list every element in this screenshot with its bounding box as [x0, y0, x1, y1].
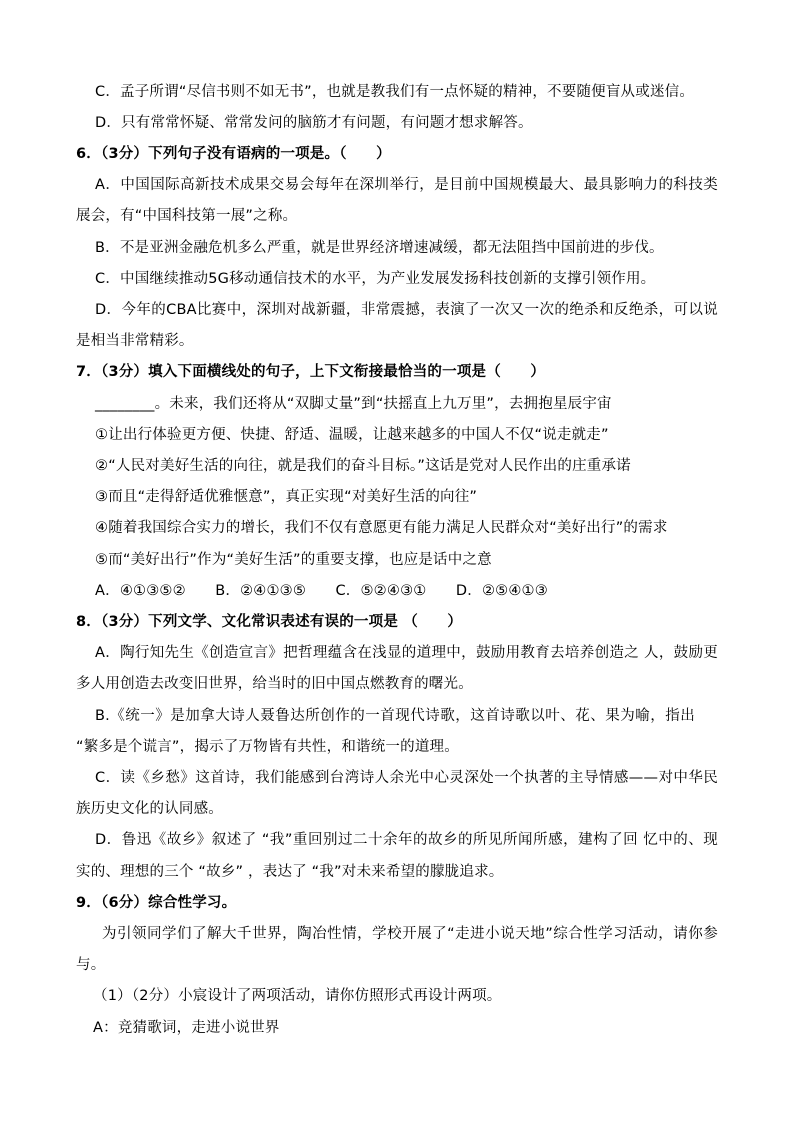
q7-options: A．④①③⑤② B．②④①③⑤ C．⑤②④③① D．②⑤④①③: [95, 583, 548, 599]
question-8-title: 8．（3分）下列文学、文化常识表述有误的一项是 （ ）: [76, 614, 463, 630]
option-c-text: C．孟子所谓“尽信书则不如无书”，也就是教我们有一点怀疑的精神，不要随便盲从或迷信。: [95, 84, 695, 100]
q7-sentence-5: ⑤而“美好出行”作为“美好生活”的重要支撑，也应是话中之意: [95, 552, 492, 568]
q8-option-d-line1: D．鲁迅《故乡》叙述了 “我”重回别过二十余年的故乡的所见所闻所感，建构了回 忆中的、现: [95, 832, 718, 848]
q7-sentence-1: ①让出行体验更方便、快捷、舒适、温暖，让越来越多的中国人不仅“说走就走”: [95, 427, 609, 443]
q6-option-d-line1: D．今年的CBA比赛中，深圳对战新疆，非常震撼，表演了一次又一次的绝杀和反绝杀，可以说: [95, 302, 718, 318]
q7-blank-sentence: ________。未来，我们还将从“双脚丈量”到“扶摇直上九万里”，去拥抱星辰宇宙: [95, 396, 612, 412]
q6-option-d-line2: 是相当非常精彩。: [76, 333, 194, 349]
q9-intro-line2: 与。: [76, 957, 106, 973]
q8-option-a-line2: 多人用创造去改变旧世界，给当时的旧中国点燃教育的曙光。: [76, 676, 473, 692]
q6-option-a-line2: 展会，有“中国科技第一展”之称。: [76, 208, 298, 224]
q6-option-a-line1: A．中国国际高新技术成果交易会每年在深圳举行，是目前中国规模最大、最具影响力的科技类: [95, 177, 718, 193]
q7-sentence-3: ③而且“走得舒适优雅惬意”，真正实现“对美好生活的向往”: [95, 489, 478, 505]
option-d-text: D．只有常常怀疑、常常发问的脑筋才有问题，有问题才想求解答。: [95, 115, 533, 131]
q9-activity-a: A：竞猜歌词，走进小说世界: [93, 1020, 280, 1036]
q9-subquestion-1: （1）（2分）小宸设计了两项活动，请你仿照形式再设计两项。: [93, 988, 502, 1004]
q7-sentence-4: ④随着我国综合实力的增长，我们不仅有意愿更有能力满足人民群众对“美好出行”的需求: [95, 520, 668, 536]
question-6-title: 6．（3分）下列句子没有语病的一项是。（ ）: [76, 146, 391, 162]
q9-intro-line1: 为引领同学们了解大千世界，陶冶性情，学校开展了“走进小说天地”综合性学习活动，请你参: [102, 926, 718, 942]
q6-option-b: B．不是亚洲金融危机多么严重，就是世界经济增速减缓，都无法阻挡中国前进的步伐。: [95, 240, 664, 256]
q8-option-d-line2: 实的、理想的三个 “故乡” ，表达了 “我”对未来希望的朦胧追求。: [76, 864, 504, 880]
question-7-title: 7．（3分）填入下面横线处的句子，上下文衔接最恰当的一项是（ ）: [76, 364, 546, 380]
q8-option-a-line1: A．陶行知先生《创造宣言》把哲理蕴含在浅显的道理中，鼓励用教育去培养创造之 人，鼓励更: [95, 645, 718, 661]
q8-option-b-line1: B.《统一》是加拿大诗人聂鲁达所创作的一首现代诗歌，这首诗歌以叶、花、果为喻，指出: [95, 708, 695, 724]
question-9-title: 9．（6分）综合性学习。: [76, 895, 237, 911]
q8-option-c-line1: C．读《乡愁》这首诗，我们能感到台湾诗人余光中心灵深处一个执著的主导情感——对中华民: [95, 770, 718, 786]
q7-sentence-2: ②“人民对美好生活的向往，就是我们的奋斗目标。”这话是党对人民作出的庄重承诺: [95, 458, 631, 474]
q6-option-c: C．中国继续推动5G移动通信技术的水平，为产业发展发扬科技创新的支撑引领作用。: [95, 271, 656, 287]
q8-option-b-line2: “繁多是个谎言”，揭示了万物皆有共性，和谐统一的道理。: [76, 739, 459, 755]
q8-option-c-line2: 族历史文化的认同感。: [76, 801, 223, 817]
